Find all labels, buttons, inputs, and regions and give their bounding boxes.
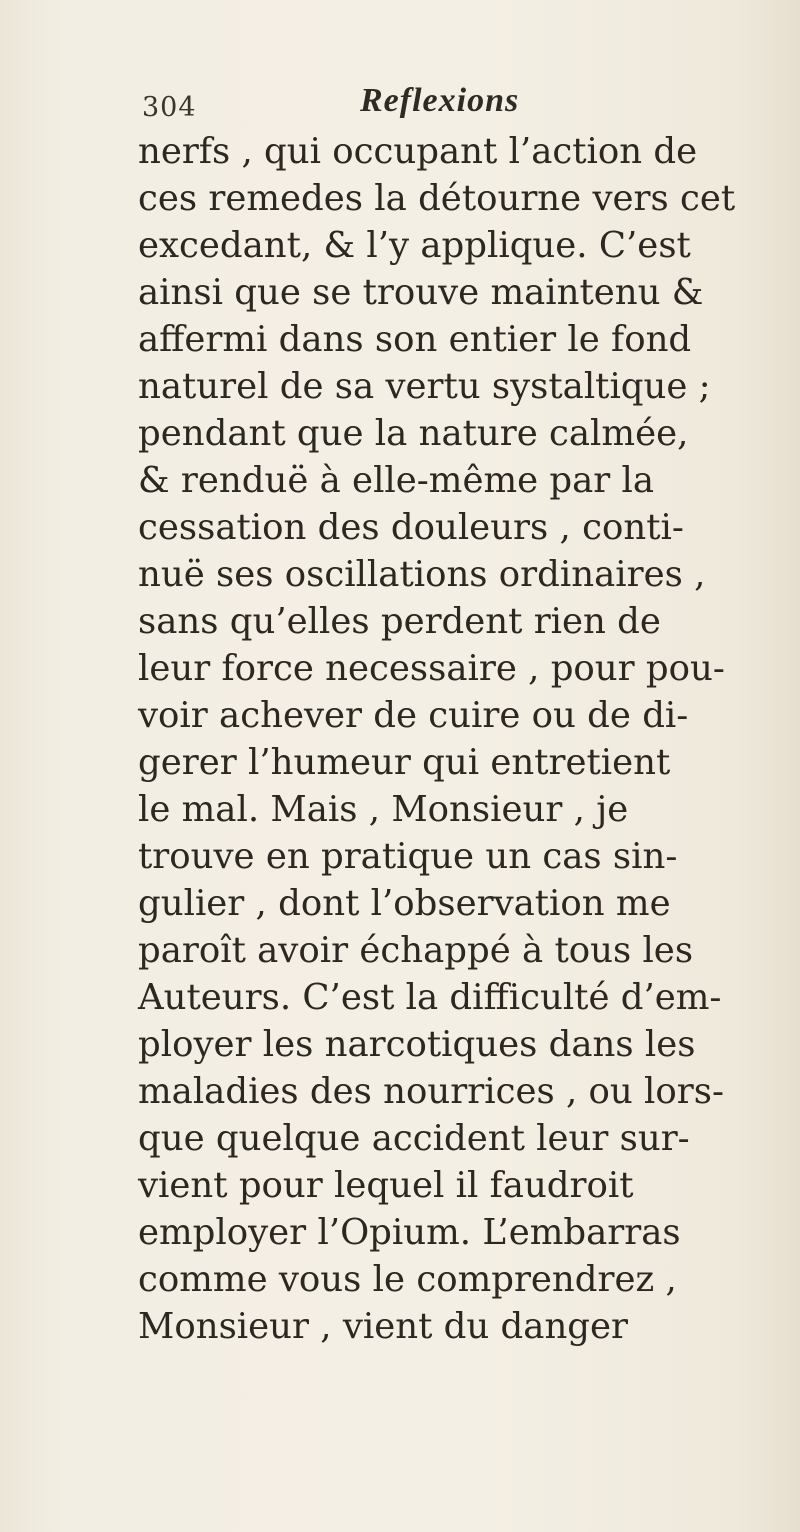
text-line: vient pour lequel il faudroit [138,1165,634,1206]
text-line: pendant que la nature calmée, [138,413,689,454]
text-line: que quelque accident leur sur- [138,1118,690,1159]
body-text [138,128,798,1350]
text-line: nerfs , qui occupant l’action de [138,131,698,172]
page-header [142,82,702,122]
text-line: & renduë à elle-même par la [138,460,655,501]
text-line: sans qu’elles perdent rien de [138,601,661,642]
text-line: gerer l’humeur qui entretient [138,742,671,783]
text-line: nuë ses oscillations ordinaires , [138,554,706,595]
text-line: comme vous le comprendrez , [138,1259,677,1300]
text-line: ainsi que se trouve maintenu & [138,272,704,313]
text-line: voir achever de cuire ou de di- [138,695,689,736]
page-number: 304 [142,92,197,123]
text-line: Monsieur , vient du danger [138,1306,629,1347]
text-line: naturel de sa vertu systaltique ; [138,366,711,407]
text-line: trouve en pratique un cas sin- [138,836,678,877]
text-line: ces remedes la détourne vers cet [138,178,736,219]
text-line: le mal. Mais , Monsieur , je [138,789,629,830]
text-line: maladies des nourrices , ou lors- [138,1071,724,1112]
text-line: paroît avoir échappé à tous les [138,930,694,971]
text-line: leur force necessaire , pour pou- [138,648,725,689]
text-line: employer l’Opium. L’embarras [138,1212,681,1253]
running-head: Reflexions [360,82,520,119]
text-line: ployer les narcotiques dans les [138,1024,696,1065]
text-line: cessation des douleurs , conti- [138,507,684,548]
text-line: gulier , dont l’observation me [138,883,671,924]
text-line: excedant, & l’y applique. C’est [138,225,691,266]
text-line: Auteurs. C’est la difficulté d’em- [138,977,722,1018]
text-line: affermi dans son entier le fond [138,319,692,360]
